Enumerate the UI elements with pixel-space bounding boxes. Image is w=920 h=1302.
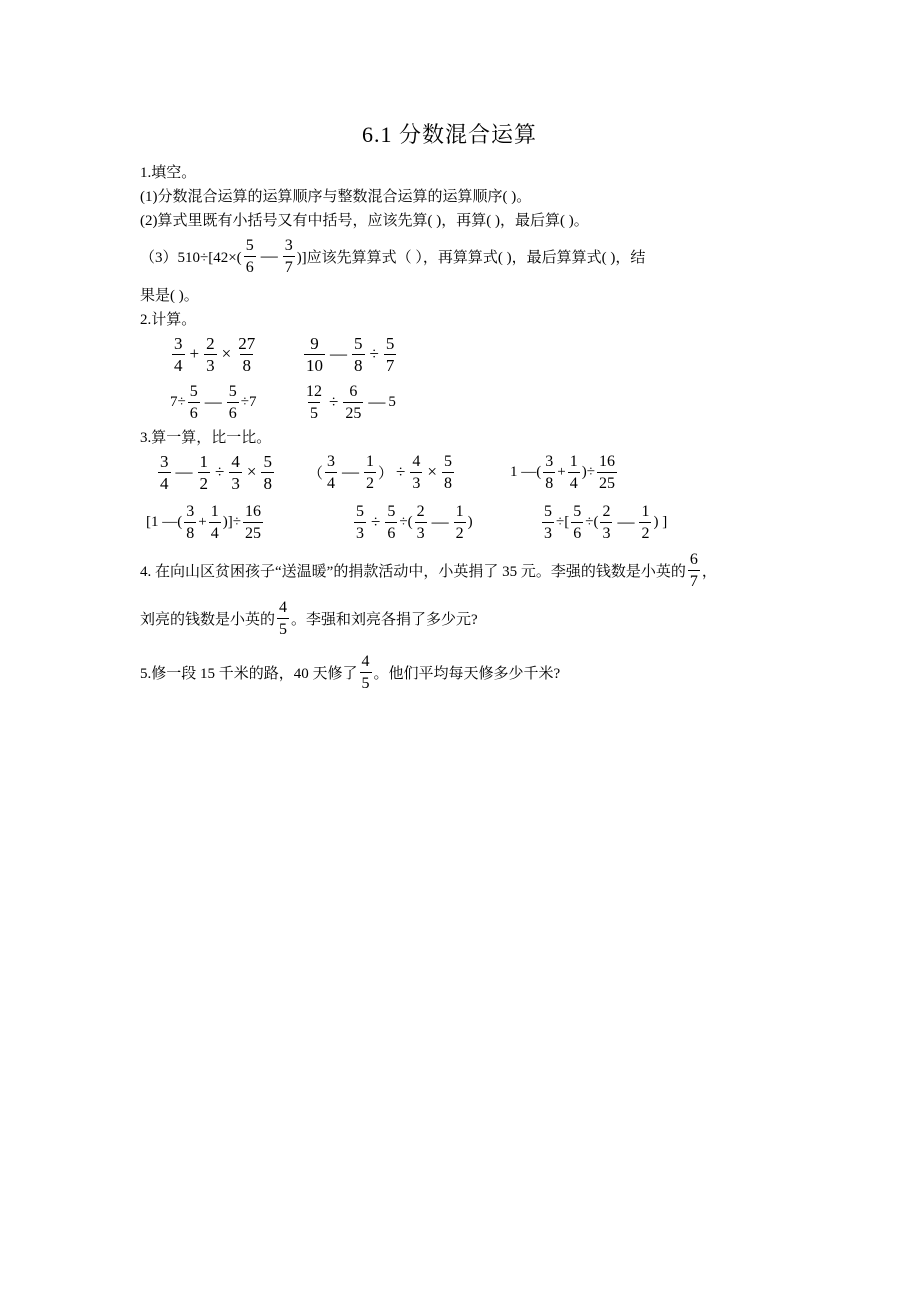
fraction [385, 501, 397, 544]
math-token: 4 [160, 473, 169, 493]
fraction [543, 451, 555, 494]
math-token: 3 [284, 236, 293, 254]
math-token: ） [378, 465, 394, 482]
math-token: 3 [410, 472, 422, 494]
math-token: 16 [244, 502, 261, 520]
fraction [360, 651, 372, 694]
math-token: — [431, 512, 449, 531]
math-token: 3 [186, 502, 195, 520]
q1-part3-suffix: )]应该先算算式（ ），再算算式( )，最后算算式( )，结 [296, 249, 646, 266]
minus-sign: — [260, 246, 278, 265]
math-token: ) ] [653, 513, 668, 530]
math-token: 1 [455, 502, 464, 520]
math-token: ÷( [585, 513, 599, 530]
fraction [277, 597, 289, 640]
q2-expr3 [170, 376, 256, 428]
math-token: × [246, 462, 257, 481]
page-title: 6.1 分数混合运算 [362, 122, 538, 147]
fraction [354, 501, 366, 544]
fraction [198, 451, 211, 494]
math-token: 8 [184, 522, 196, 544]
q3-expr1 [156, 446, 276, 498]
q2-expr4 [302, 376, 396, 428]
math-token: 4 [325, 472, 337, 494]
q4-text2: 刘亮的钱数是小英的 [140, 611, 276, 628]
math-token: 5 [443, 452, 452, 470]
math-token: ÷ [329, 392, 339, 411]
q1-part3-prefix: （3）510÷[42×( [140, 249, 242, 266]
math-token: 8 [354, 355, 363, 375]
fraction [325, 451, 337, 494]
math-token: 6 [385, 522, 397, 544]
q1-part3 [140, 230, 645, 282]
q4-text3: 。李强和刘亮各捐了多少元? [291, 611, 478, 628]
q3-expr2 [308, 446, 456, 498]
math-token: 5 [387, 502, 396, 520]
math-token: 9 [310, 333, 319, 353]
math-token: 1 [641, 502, 650, 520]
math-token: 6 [188, 402, 200, 424]
math-token: 6 [244, 256, 256, 278]
q2-expr1 [170, 328, 259, 380]
math-token: )]÷ [222, 513, 241, 530]
math-token: 7 [688, 570, 700, 592]
math-token: — [330, 344, 347, 363]
math-token: 25 [597, 472, 617, 494]
math-token: 5 [388, 393, 396, 410]
q4-line1 [140, 544, 717, 596]
fraction [261, 451, 274, 494]
math-token: 7 [283, 256, 295, 278]
math-token: 25 [343, 402, 363, 424]
q1-part1: (1)分数混合运算的运算顺序与整数混合运算的运算顺序( )。 [140, 189, 532, 205]
math-token: 5 [544, 502, 552, 520]
q1-part2: (2)算式里既有小括号又有中括号，应该先算( )，再算( )，最后算( )。 [140, 213, 589, 229]
math-token: 5 [245, 236, 254, 254]
math-token: 5 [308, 402, 320, 424]
fraction [204, 333, 217, 376]
math-token: 7÷ [170, 393, 186, 410]
fraction [304, 381, 324, 424]
math-token: 1 —( [510, 463, 542, 480]
math-token: 3 [160, 451, 169, 471]
math-token: 5 [360, 672, 372, 694]
math-token: 1 [569, 452, 578, 470]
fraction [283, 235, 295, 278]
math-token: 6 [349, 382, 358, 400]
math-token: )÷ [581, 463, 595, 480]
math-token: — [342, 462, 360, 481]
math-token: 5 [385, 333, 395, 353]
math-token: + [189, 344, 200, 363]
math-token: 1 [210, 502, 219, 520]
math-token: 10 [306, 355, 323, 375]
math-token: + [198, 513, 207, 530]
math-token: 4 [361, 652, 370, 670]
math-token: — [175, 462, 193, 481]
math-token: 5 [354, 333, 363, 353]
math-token: — [204, 392, 222, 411]
math-token: 5 [263, 451, 272, 471]
fraction [688, 549, 700, 592]
math-token: 4 [412, 452, 421, 470]
q5-line [140, 646, 560, 698]
math-token: ÷( [399, 513, 413, 530]
math-token: 2 [602, 502, 611, 520]
math-token: 2 [639, 522, 651, 544]
math-token: 8 [543, 472, 555, 494]
math-token: 4 [279, 598, 288, 616]
q1-part3-cont: 果是( )。 [140, 288, 199, 304]
math-token: 3 [327, 452, 336, 470]
math-token: 4 [174, 355, 183, 375]
math-token: 16 [598, 452, 615, 470]
math-token: 6 [227, 402, 239, 424]
q4-line2 [140, 592, 478, 644]
fraction [568, 451, 580, 494]
math-token: 3 [354, 522, 366, 544]
math-token: ÷ [215, 462, 225, 481]
math-token: 6 [571, 522, 583, 544]
fraction [227, 381, 239, 424]
q3-expr5 [352, 496, 473, 548]
fraction [343, 381, 363, 424]
math-token: 3 [415, 522, 427, 544]
fraction [415, 501, 427, 544]
q5-text1: 5.修一段 15 千米的路，40 天修了 [140, 665, 358, 682]
math-token: × [221, 344, 232, 363]
fraction [236, 333, 257, 376]
math-token: 1 [199, 451, 208, 471]
math-token: 2 [206, 333, 215, 353]
math-token: 4 [231, 451, 240, 471]
math-token: 4 [568, 472, 580, 494]
math-token: ÷7 [240, 393, 257, 410]
math-token: [1 —( [146, 513, 183, 530]
fraction [229, 451, 242, 494]
fraction [410, 451, 422, 494]
math-token: × [427, 462, 437, 481]
fraction [542, 501, 554, 544]
math-token: 3 [206, 355, 215, 375]
math-token: ， [701, 563, 717, 580]
fraction [454, 501, 466, 544]
math-token: ÷ [369, 344, 379, 363]
q2-heading: 2.计算。 [140, 312, 197, 328]
fraction [364, 451, 376, 494]
math-token: 3 [174, 333, 183, 353]
math-token: 2 [416, 502, 425, 520]
q3-expr3 [510, 446, 619, 498]
fraction [184, 501, 196, 544]
math-token: — [368, 392, 386, 411]
q4-text1: 4. 在向山区贫困孩子“送温暖”的捐款活动中，小英捐了 35 元。李强的钱数是小英的 [140, 563, 686, 580]
math-token: 1 [366, 452, 375, 470]
math-token: 3 [231, 473, 240, 493]
math-token: 8 [442, 472, 454, 494]
math-token: 8 [242, 355, 251, 375]
fraction [243, 501, 263, 544]
fraction [188, 381, 200, 424]
math-token: 3 [600, 522, 612, 544]
fraction [172, 333, 185, 376]
fraction [244, 235, 256, 278]
math-token: 5 [573, 502, 582, 520]
math-token: 27 [238, 333, 256, 353]
q3-expr4 [146, 496, 265, 548]
fraction [209, 501, 221, 544]
math-token: ÷ [371, 512, 381, 531]
math-token: 2 [199, 473, 208, 493]
math-token: — [617, 512, 635, 531]
math-token: 12 [306, 382, 322, 400]
fraction [352, 333, 365, 376]
q1-heading: 1.填空。 [140, 165, 197, 181]
math-token: 25 [243, 522, 263, 544]
math-token: 5 [277, 618, 289, 640]
q3-heading: 3.算一算，比一比。 [140, 430, 272, 446]
math-token: ÷[ [556, 513, 570, 530]
math-token: ÷ [396, 462, 406, 481]
fraction [442, 451, 454, 494]
fraction [158, 451, 171, 494]
math-token: 5 [228, 382, 237, 400]
math-token: 8 [263, 473, 272, 493]
math-token: （ [308, 465, 324, 482]
math-token: 4 [209, 522, 221, 544]
math-token: 6 [689, 550, 698, 568]
math-token: 3 [542, 522, 554, 544]
math-token: 3 [545, 452, 554, 470]
q3-expr6 [540, 496, 667, 548]
math-token: 7 [385, 355, 395, 375]
math-token: 2 [364, 472, 376, 494]
fraction [600, 501, 612, 544]
math-token: 5 [189, 382, 198, 400]
math-token: ) [467, 513, 473, 530]
fraction [571, 501, 583, 544]
fraction [639, 501, 651, 544]
q2-expr2 [302, 328, 398, 380]
math-token: 5 [356, 502, 364, 520]
fraction [597, 451, 617, 494]
math-token: + [557, 463, 566, 480]
math-token: 2 [454, 522, 466, 544]
q5-text2: 。他们平均每天修多少千米? [373, 665, 561, 682]
fraction [384, 333, 397, 376]
fraction [304, 333, 325, 376]
